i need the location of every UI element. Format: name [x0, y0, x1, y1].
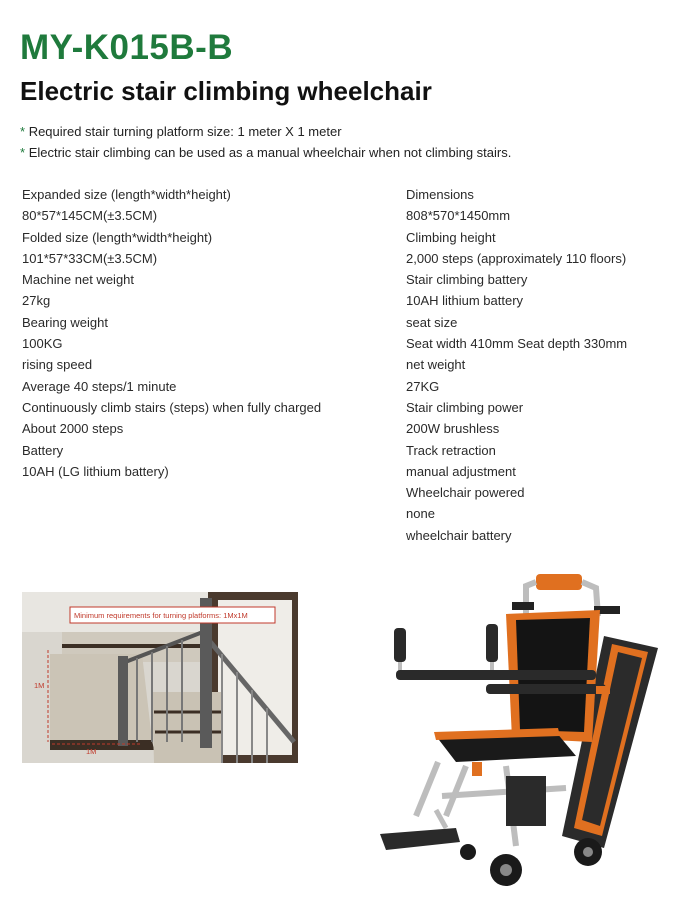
spec-line: Machine net weight	[22, 272, 135, 288]
spec-line: none	[406, 506, 435, 522]
note-text: Electric stair climbing can be used as a manual wheelchair when not climbing stairs.	[28, 145, 512, 160]
note-text: Required stair turning platform size: 1 meter X 1 meter	[28, 124, 342, 139]
platform-caption: Minimum requirements for turning platforms: 1Mx1M	[74, 611, 248, 620]
spec-line: 100KG	[22, 336, 63, 352]
specs-right-column	[406, 184, 676, 546]
spec-line: seat size	[406, 314, 458, 330]
note-item	[20, 142, 511, 163]
spec-line: Stair climbing power	[406, 399, 524, 415]
spec-line: 808*570*1450mm	[406, 208, 511, 224]
spec-line: wheelchair battery	[406, 527, 512, 543]
spec-line: Seat width 410mm Seat depth 330mm	[406, 336, 628, 352]
dimension-label-horizontal: 1M	[86, 747, 97, 756]
spec-line: Wheelchair powered	[406, 485, 525, 501]
spec-line: rising speed	[22, 357, 93, 373]
spec-line: net weight	[406, 357, 466, 373]
spec-line: About 2000 steps	[22, 421, 124, 437]
spec-line: Expanded size (length*width*height)	[22, 187, 231, 202]
spec-line: Climbing height	[406, 229, 496, 245]
spec-line: manual adjustment	[406, 463, 516, 479]
spec-line: 10AH lithium battery	[406, 293, 524, 309]
asterisk: *	[20, 145, 26, 160]
spec-line: 80*57*145CM(±3.5CM)	[22, 208, 158, 224]
asterisk: *	[20, 124, 26, 139]
spec-line: Dimensions	[406, 187, 474, 202]
spec-line: Bearing weight	[22, 314, 108, 330]
spec-line: Average 40 steps/1 minute	[22, 378, 177, 394]
spec-line: 200W brushless	[406, 421, 500, 437]
spec-line: 10AH (LG lithium battery)	[22, 463, 169, 479]
notes	[20, 121, 511, 163]
spec-line: Battery	[22, 442, 64, 458]
spec-line: 27kg	[22, 293, 51, 309]
model-number: MY-K015B-B	[20, 28, 234, 67]
spec-line: Stair climbing battery	[406, 272, 528, 288]
dimension-label-vertical: 1M	[34, 681, 45, 690]
product-title: Electric stair climbing wheelchair	[20, 76, 432, 106]
spec-line: 101*57*33CM(±3.5CM)	[22, 250, 158, 266]
spec-line: Track retraction	[406, 442, 496, 458]
spec-line: 2,000 steps (approximately 110 floors)	[406, 250, 627, 266]
stair-platform-photo	[22, 592, 298, 763]
wheelchair-photo	[376, 566, 666, 896]
spec-line: Continuously climb stairs (steps) when fully charged	[22, 399, 322, 415]
specs-left-column	[22, 184, 382, 482]
note-item	[20, 121, 511, 142]
spec-line: Folded size (length*width*height)	[22, 229, 213, 245]
spec-line: 27KG	[406, 378, 440, 394]
